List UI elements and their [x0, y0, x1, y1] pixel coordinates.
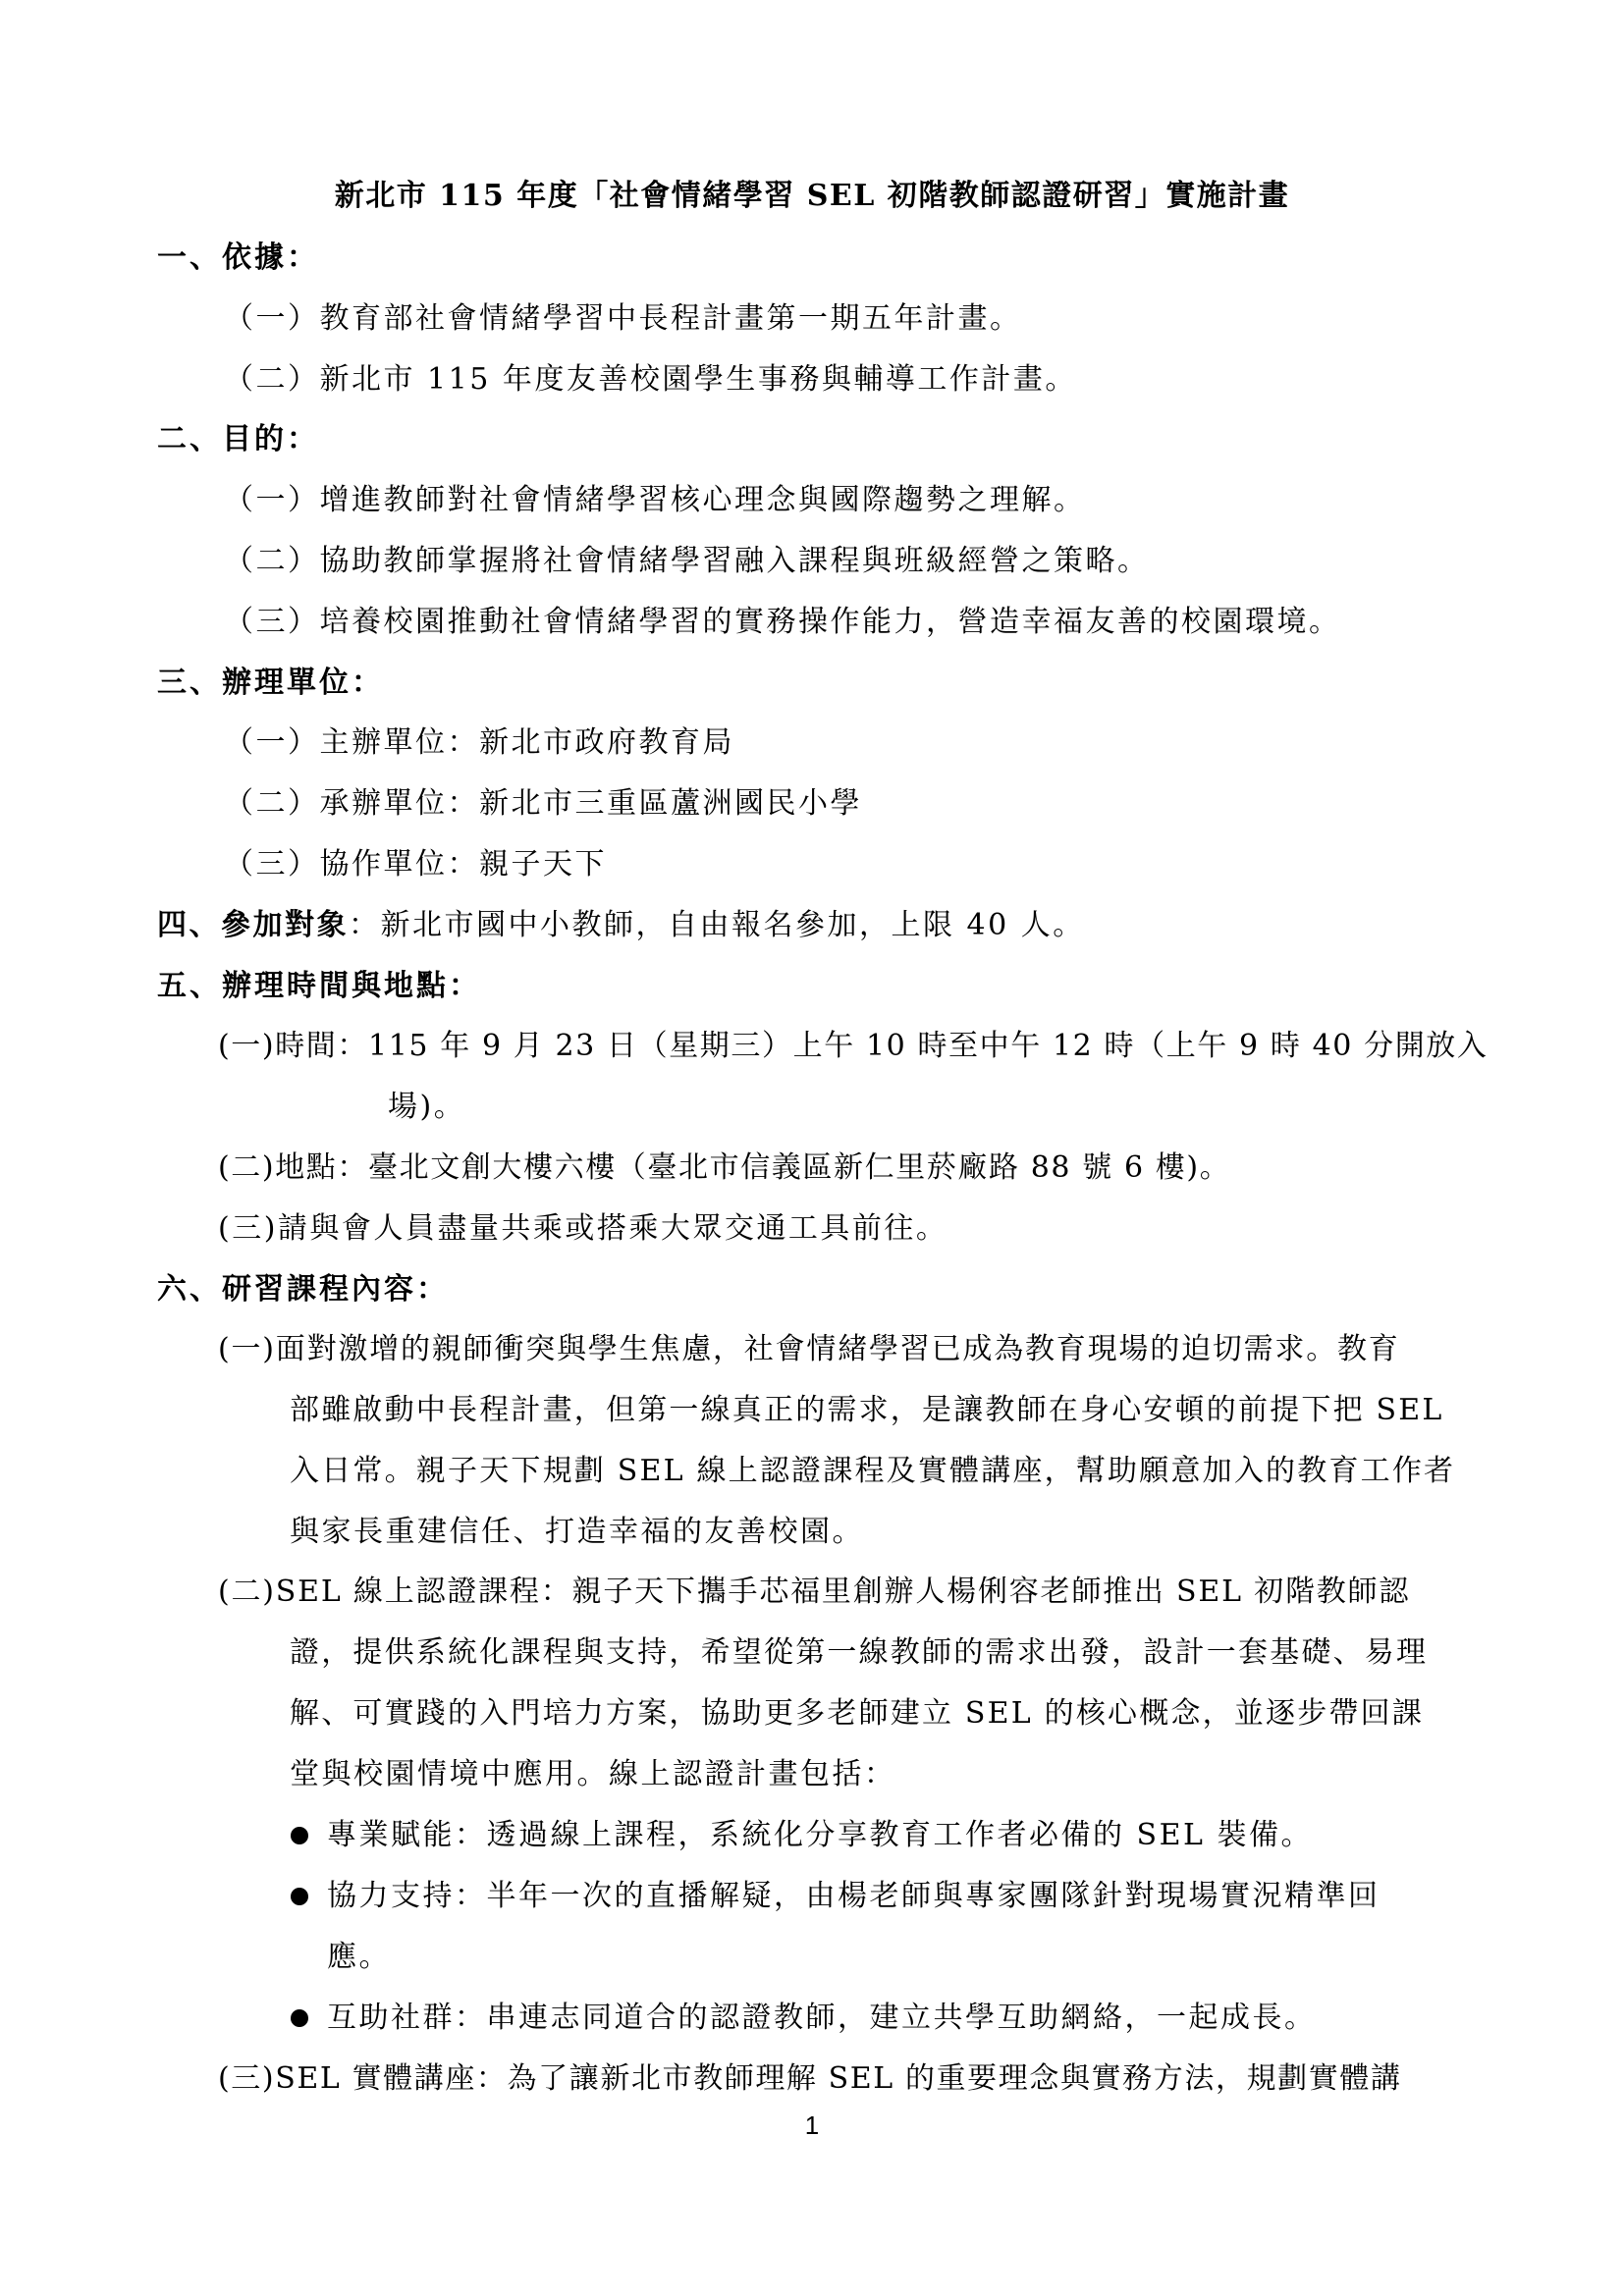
section-6-p1-line-3: 入日常。親子天下規劃 SEL 線上認證課程及實體講座，幫助願意加入的教育工作者 — [290, 1454, 1456, 1488]
section-6-p1-line-2: 部雖啟動中長程計畫，但第一線真正的需求，是讓教師在身心安頓的前提下把 SEL — [290, 1393, 1444, 1427]
section-3-item-1: （一）主辦單位：新北市政府教育局 — [224, 725, 734, 760]
section-3-item-3: （三）協作單位：親子天下 — [224, 847, 607, 881]
section-6-p2-line-4: 堂與校園情境中應用。線上認證計畫包括： — [290, 1757, 896, 1791]
section-2-item-3: （三）培養校園推動社會情緒學習的實務操作能力，營造幸福友善的校園環境。 — [224, 605, 1341, 639]
section-6-bullet-2-cont: 應。 — [327, 1940, 391, 1974]
bullet-icon — [291, 1888, 308, 1905]
page-number: 1 — [804, 2110, 820, 2140]
section-5-item-1-cont: 場)。 — [388, 1090, 466, 1124]
section-1-heading: 一、依據： — [157, 240, 319, 275]
section-6-p3-line-1: (三)SEL 實體講座：為了讓新北市教師理解 SEL 的重要理念與實務方法，規劃實體講 — [218, 2061, 1402, 2096]
section-5-item-3: (三)請與會人員盡量共乘或搭乘大眾交通工具前往。 — [218, 1211, 948, 1246]
section-6-p2-line-2: 證，提供系統化課程與支持，希望從第一線教師的需求出發，設計一套基礎、易理 — [290, 1635, 1429, 1670]
section-3-heading: 三、辦理單位： — [157, 666, 384, 700]
section-4-line — [157, 906, 1085, 945]
document-title: 新北市 115 年度「社會情緒學習 SEL 初階教師認證研習」實施計畫 — [334, 179, 1290, 213]
section-5-item-2: (二)地點：臺北文創大樓六樓（臺北市信義區新仁里菸廠路 88 號 6 樓)。 — [218, 1150, 1231, 1185]
section-5-item-1: (一)時間：115 年 9 月 23 日（星期三）上午 10 時至中午 12 時（上午 9 時 40 分開放入 — [218, 1029, 1489, 1063]
section-3-item-2: （二）承辦單位：新北市三重區蘆洲國民小學 — [224, 786, 862, 821]
section-4-text: ：新北市國中小教師，自由報名參加，上限 40 人。 — [349, 908, 1085, 942]
section-5-heading: 五、辦理時間與地點： — [157, 969, 481, 1003]
bullet-icon — [291, 2009, 308, 2027]
section-2-item-1: （一）增進教師對社會情緒學習核心理念與國際趨勢之理解。 — [224, 483, 1086, 517]
section-2-item-2: （二）協助教師掌握將社會情緒學習融入課程與班級經營之策略。 — [224, 544, 1150, 578]
section-6-bullet-2: 協力支持：半年一次的直播解疑，由楊老師與專家團隊針對現場實況精準回 — [327, 1879, 1380, 1913]
section-2-heading: 二、目的： — [157, 422, 319, 456]
section-6-bullet-3: 互助社群：串連志同道合的認證教師，建立共學互助網絡，一起成長。 — [327, 2001, 1317, 2035]
section-1-item-2: （二）新北市 115 年度友善校園學生事務與輔導工作計畫。 — [224, 362, 1077, 397]
section-4-heading: 四、參加對象 — [157, 908, 349, 942]
section-6-heading: 六、研習課程內容： — [157, 1272, 449, 1307]
section-6-p1-line-4: 與家長重建信任、打造幸福的友善校園。 — [290, 1515, 864, 1549]
section-6-p2-line-3: 解、可實踐的入門培力方案，協助更多老師建立 SEL 的核心概念，並逐步帶回課 — [290, 1696, 1425, 1731]
section-6-bullet-1: 專業賦能：透過線上課程，系統化分享教育工作者必備的 SEL 裝備。 — [327, 1818, 1313, 1852]
bullet-icon — [291, 1827, 308, 1844]
section-6-p2-line-1: (二)SEL 線上認證課程：親子天下攜手芯福里創辦人楊俐容老師推出 SEL 初階教師認 — [218, 1575, 1411, 1609]
section-1-item-1: （一）教育部社會情緒學習中長程計畫第一期五年計畫。 — [224, 301, 1022, 336]
section-6-p1-line-1: (一)面對激增的親師衝突與學生焦慮，社會情緒學習已成為教育現場的迫切需求。教育 — [218, 1332, 1400, 1366]
